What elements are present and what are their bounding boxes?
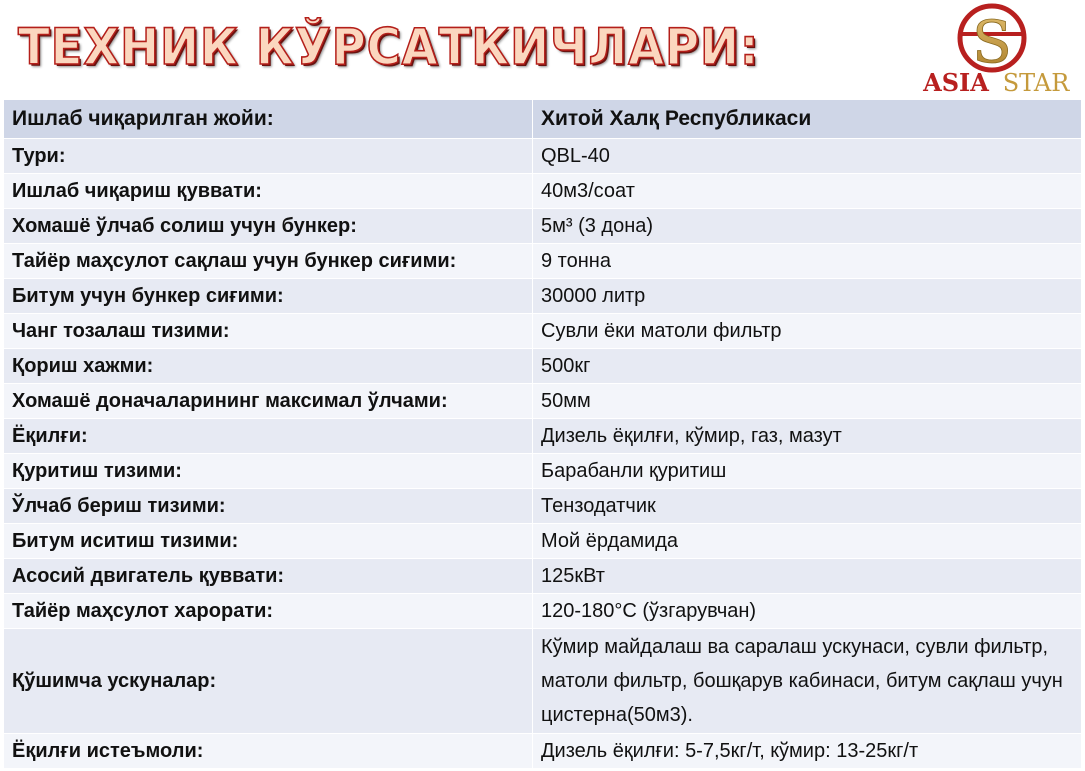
table-row [4, 174, 1082, 209]
table-row [4, 629, 1082, 734]
header-label-cell [4, 100, 533, 139]
table-row [4, 734, 1082, 769]
table-row [4, 349, 1082, 384]
row-value: 125кВт [541, 565, 605, 587]
row-label: Тайёр маҳсулот харорати: [12, 600, 274, 622]
row-value: Тензодатчик [541, 495, 656, 517]
table-row [4, 209, 1082, 244]
row-value: Кўмир майдалаш ва саралаш ускунаси, сувли фильтр, матоли фильтр, бошқарув кабинаси, битум сақлаш учун цистерна(50м3). [541, 636, 1063, 726]
row-value: 30000 литр [541, 285, 646, 307]
page-title: ТЕХНИК КЎРСАТКИЧЛАРИ: [18, 18, 760, 76]
spec-table [3, 99, 1082, 769]
table-row [4, 419, 1082, 454]
logo-brand-left: ASIA [923, 68, 989, 96]
table-row [4, 454, 1082, 489]
row-label: Ўлчаб бериш тизими: [12, 495, 226, 517]
header-value-cell [533, 100, 1082, 139]
header-label: Ишлаб чиқарилган жойи: [12, 107, 274, 131]
row-label: Қўшимча ускуналар: [12, 670, 217, 692]
row-label: Ёқилғи истеъмоли: [12, 740, 204, 762]
table-row [4, 384, 1082, 419]
logo-letter: S [972, 8, 1012, 76]
row-label: Хомашё ўлчаб солиш учун бункер: [12, 215, 357, 237]
table-row [4, 559, 1082, 594]
row-value: QBL-40 [541, 145, 610, 167]
row-value: 500кг [541, 355, 591, 377]
asia-star-logo [912, 2, 1077, 96]
row-value: Барабанли қуритиш [541, 460, 727, 482]
table-header-row [4, 100, 1082, 139]
table-row [4, 489, 1082, 524]
row-label: Қориш хажми: [12, 355, 154, 377]
row-label: Битум иситиш тизими: [12, 530, 239, 552]
logo-graphic [912, 2, 1077, 96]
row-value: Дизель ёқилғи: 5-7,5кг/т, кўмир: 13-25кг/т [541, 740, 919, 762]
row-value: Мой ёрдамида [541, 530, 679, 552]
row-label: Асосий двигатель қуввати: [12, 565, 285, 587]
header-value: Хитой Халқ Республикаси [541, 107, 812, 131]
table-row [4, 314, 1082, 349]
row-label: Қуритиш тизими: [12, 460, 182, 482]
table-row [4, 524, 1082, 559]
row-value: 50мм [541, 390, 591, 412]
row-label: Ёқилғи: [12, 425, 88, 447]
row-value: 9 тонна [541, 250, 611, 272]
row-label: Тури: [12, 145, 66, 167]
table-row [4, 594, 1082, 629]
logo-brand-right: STAR [1002, 69, 1070, 96]
row-label: Тайёр маҳсулот сақлаш учун бункер сиғими: [12, 250, 457, 272]
row-value: Дизель ёқилғи, кўмир, газ, мазут [541, 425, 842, 447]
table-row [4, 139, 1082, 174]
table-row [4, 244, 1082, 279]
row-value: 5м³ (3 дона) [541, 215, 654, 237]
row-value: Сувли ёки матоли фильтр [541, 320, 782, 342]
row-label: Чанг тозалаш тизими: [12, 320, 230, 342]
row-label: Хомашё доначаларининг максимал ўлчами: [12, 390, 448, 412]
row-label: Битум учун бункер сиғими: [12, 285, 284, 307]
row-value: 40м3/соат [541, 180, 635, 202]
table-row [4, 279, 1082, 314]
row-label: Ишлаб чиқариш қуввати: [12, 180, 262, 202]
row-value: 120-180°С (ўзгарувчан) [541, 600, 757, 622]
